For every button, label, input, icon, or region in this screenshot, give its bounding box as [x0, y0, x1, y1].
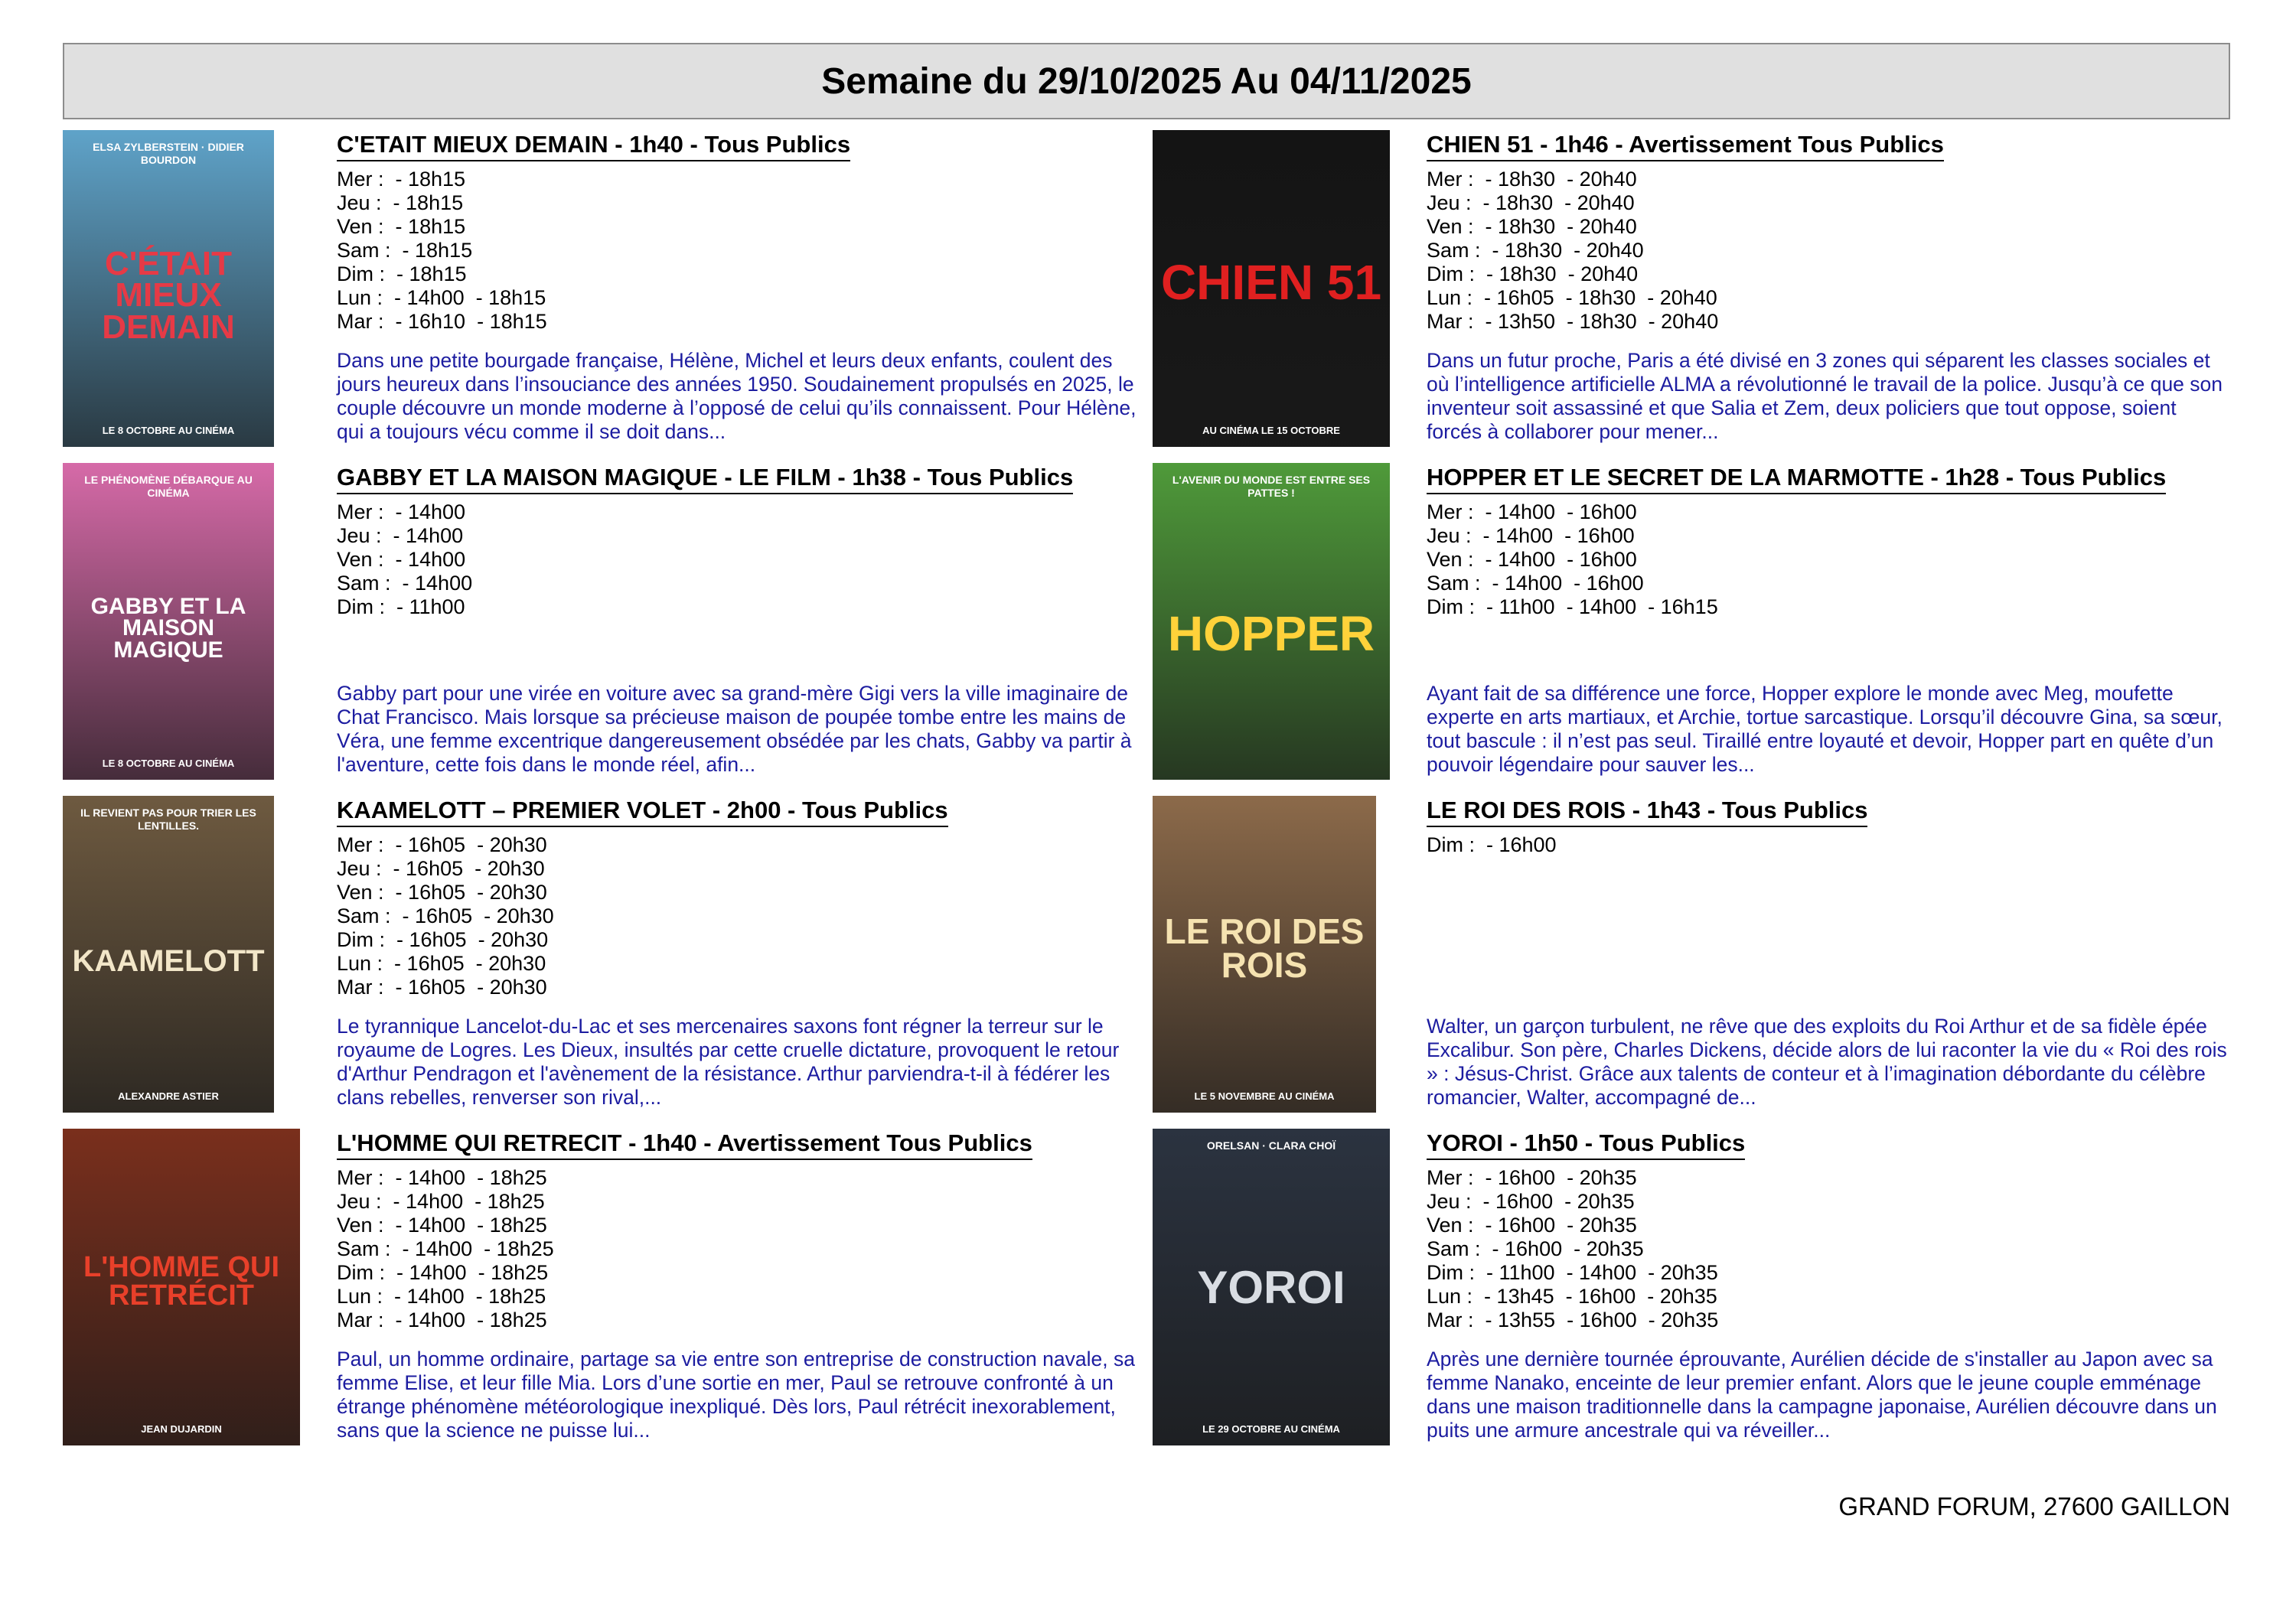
- movie-info: [337, 1129, 1140, 1442]
- poster-bottom-text: ALEXANDRE ASTIER: [118, 1090, 219, 1102]
- showtime-row: Dim : - 11h00: [337, 595, 465, 618]
- movie-info: [337, 463, 1140, 776]
- showtime-row: Dim : - 11h00 - 14h00 - 20h35: [1427, 1261, 1718, 1284]
- showtime-row: Sam : - 18h30 - 20h40: [1427, 239, 1644, 262]
- movie-poster[interactable]: [63, 130, 274, 447]
- movie-synopsis: Walter, un garçon turbulent, ne rêve que des exploits du Roi Arthur et de sa fidèle épée Excalibur. Son père, Charles Dickens, décide alors de lui raconter la vie du « Roi des rois » : Jésus-Christ. Grâce aux talents de conteur et à l’imagination débordante du célèbre romancier, Walter, accompagné de...: [1427, 1015, 2227, 1109]
- movie-synopsis: Paul, un homme ordinaire, partage sa vie entre son entreprise de construction navale, sa femme Elise, et leur fille Mia. Lors d’une sortie en mer, Paul se retrouve confronté à un étrange phénomène météorologique inexpliqué. Dès lors, Paul rétrécit inexorablement, sans que la science ne puisse lui...: [337, 1348, 1135, 1442]
- poster-top-text: LE PHÉNOMÈNE DÉBARQUE AU CINÉMA: [84, 474, 253, 499]
- showtime-row: Jeu : - 18h15: [337, 191, 464, 214]
- poster-title-text: LE ROI DES ROIS: [1164, 911, 1365, 985]
- poster-title-text: C'ÉTAIT MIEUX DEMAIN: [102, 244, 235, 347]
- movie-info: [337, 796, 1140, 1109]
- showtime-row: Dim : - 18h15: [337, 262, 467, 285]
- showtimes-list: [1427, 833, 2230, 857]
- poster-title-text: CHIEN 51: [1160, 255, 1382, 311]
- poster-top-text: ORELSAN · CLARA CHOÏ: [1206, 1139, 1336, 1152]
- movie-synopsis: Après une dernière tournée éprouvante, Aurélien décide de s'installer au Japon avec sa femme Nanako, enceinte de leur premier enfant. Alors que le jeune couple emménage dans une maison traditionnelle dans la campagne japonaise, Aurélien découvre dans un puits une armure ancestrale qui va réveiller...: [1427, 1348, 2217, 1442]
- showtime-row: Dim : - 18h30 - 20h40: [1427, 262, 1639, 285]
- showtime-row: Mer : - 14h00: [337, 500, 466, 523]
- movie-poster[interactable]: [63, 463, 274, 780]
- showtime-row: Mer : - 18h15: [337, 168, 466, 191]
- movie-poster[interactable]: [1153, 1129, 1390, 1445]
- showtime-row: Mer : - 14h00 - 18h25: [337, 1166, 547, 1189]
- showtimes-list: [337, 1166, 1140, 1332]
- poster-title-text: GABBY ET LA MAISON MAGIQUE: [90, 593, 246, 663]
- movie-info: [1427, 796, 2230, 1109]
- movie-synopsis: Dans un futur proche, Paris a été divisé en 3 zones qui séparent les classes sociales et où l’intelligence artificielle ALMA a révolutionné le travail de la police. Jusqu’à ce que son inventeur soit assassiné et que Salia et Zem, deux policiers que tout oppose, soient forcés à collaborer pour mener...: [1427, 349, 2223, 443]
- showtime-row: Sam : - 16h00 - 20h35: [1427, 1237, 1644, 1260]
- showtime-row: Sam : - 14h00 - 16h00: [1427, 572, 1644, 595]
- showtime-row: Mer : - 16h05 - 20h30: [337, 833, 547, 856]
- movie-synopsis: Ayant fait de sa différence une force, Hopper explore le monde avec Meg, moufette experte en arts martiaux, et Archie, tortue sarcastique. Lorsqu’il découvre Gina, sa sœur, tout bascule : il n’est pas seul. Tiraillé entre loyauté et devoir, Hopper part en quête d’un pouvoir légendaire pour sauver les...: [1427, 682, 2223, 776]
- showtimes-list: [337, 833, 1140, 999]
- showtime-row: Jeu : - 16h05 - 20h30: [337, 857, 545, 880]
- movie-card: [1153, 796, 2239, 1117]
- showtime-row: Ven : - 16h05 - 20h30: [337, 881, 547, 904]
- header-bar: [63, 43, 2230, 119]
- movie-title[interactable]: C'ETAIT MIEUX DEMAIN - 1h40 - Tous Publics: [337, 130, 850, 161]
- showtimes-list: [337, 500, 1140, 619]
- movie-poster[interactable]: [63, 1129, 300, 1445]
- movie-title[interactable]: KAAMELOTT – PREMIER VOLET - 2h00 - Tous Publics: [337, 796, 948, 827]
- showtime-row: Mar : - 13h50 - 18h30 - 20h40: [1427, 310, 1719, 333]
- showtime-row: Mer : - 14h00 - 16h00: [1427, 500, 1637, 523]
- showtime-row: Ven : - 18h15: [337, 215, 466, 238]
- showtime-row: Jeu : - 16h00 - 20h35: [1427, 1190, 1635, 1213]
- movie-info: [1427, 1129, 2230, 1442]
- movie-info: [337, 130, 1140, 443]
- movie-card: [63, 1129, 1150, 1450]
- movie-synopsis: Dans une petite bourgade française, Hélène, Michel et leurs deux enfants, coulent des jours heureux dans l’insouciance des années 1950. Soudainement propulsés en 2025, le couple découvre un monde moderne à l’opposé de celui qu’ils connaissent. Pour Hélène, qui a toujours vécu comme il se doit dans...: [337, 349, 1137, 443]
- movie-card: [63, 463, 1150, 784]
- movie-info: [1427, 463, 2230, 776]
- showtime-row: Mar : - 14h00 - 18h25: [337, 1309, 547, 1331]
- showtime-row: Jeu : - 14h00: [337, 524, 464, 547]
- movie-card: [1153, 130, 2239, 451]
- movie-title[interactable]: LE ROI DES ROIS - 1h43 - Tous Publics: [1427, 796, 1867, 827]
- showtime-row: Dim : - 16h05 - 20h30: [337, 928, 549, 951]
- showtime-row: Sam : - 14h00 - 18h25: [337, 1237, 554, 1260]
- showtime-row: Jeu : - 18h30 - 20h40: [1427, 191, 1635, 214]
- showtime-row: Dim : - 11h00 - 14h00 - 16h15: [1427, 595, 1718, 618]
- movie-poster[interactable]: [1153, 796, 1376, 1113]
- poster-title-text: YOROI: [1197, 1262, 1345, 1314]
- showtime-row: Ven : - 14h00 - 18h25: [337, 1214, 547, 1237]
- movie-card: [63, 796, 1150, 1117]
- poster-bottom-text: LE 29 OCTOBRE AU CINÉMA: [1202, 1423, 1340, 1435]
- showtimes-list: [1427, 500, 2230, 619]
- movie-card: [63, 130, 1150, 451]
- showtime-row: Ven : - 14h00: [337, 548, 466, 571]
- poster-bottom-text: AU CINÉMA LE 15 OCTOBRE: [1202, 424, 1340, 436]
- showtimes-list: [1427, 168, 2230, 334]
- showtime-row: Ven : - 18h30 - 20h40: [1427, 215, 1637, 238]
- movie-card: [1153, 1129, 2239, 1450]
- poster-bottom-text: JEAN DUJARDIN: [141, 1423, 222, 1435]
- showtime-row: Lun : - 13h45 - 16h00 - 20h35: [1427, 1285, 1717, 1308]
- showtime-row: Mer : - 16h00 - 20h35: [1427, 1166, 1637, 1189]
- showtime-row: Ven : - 14h00 - 16h00: [1427, 548, 1637, 571]
- poster-bottom-text: LE 8 OCTOBRE AU CINÉMA: [102, 424, 235, 436]
- showtime-row: Dim : - 14h00 - 18h25: [337, 1261, 549, 1284]
- showtime-row: Mer : - 18h30 - 20h40: [1427, 168, 1637, 191]
- showtime-row: Lun : - 14h00 - 18h25: [337, 1285, 546, 1308]
- poster-top-text: L'AVENIR DU MONDE EST ENTRE SES PATTES !: [1172, 474, 1371, 499]
- showtime-row: Sam : - 14h00: [337, 572, 473, 595]
- movie-poster[interactable]: [1153, 463, 1390, 780]
- poster-top-text: IL REVIENT PAS POUR TRIER LES LENTILLES.: [80, 807, 256, 832]
- showtime-row: Ven : - 16h00 - 20h35: [1427, 1214, 1637, 1237]
- showtimes-list: [337, 168, 1140, 334]
- movie-title[interactable]: YOROI - 1h50 - Tous Publics: [1427, 1129, 1745, 1160]
- showtime-row: Sam : - 18h15: [337, 239, 473, 262]
- showtime-row: Lun : - 16h05 - 18h30 - 20h40: [1427, 286, 1717, 309]
- showtime-row: Dim : - 16h00: [1427, 833, 1557, 856]
- showtime-row: Mar : - 16h05 - 20h30: [337, 976, 547, 999]
- showtime-row: Lun : - 16h05 - 20h30: [337, 952, 546, 975]
- movie-synopsis: Le tyrannique Lancelot-du-Lac et ses mercenaires saxons font régner la terreur sur le royaume de Logres. Les Dieux, insultés par cette cruelle dictature, provoquent le retour d'Arthur Pendragon et l'avènement de la résistance. Arthur parviendra-t-il à fédérer les clans rebelles, renverser son rival,...: [337, 1015, 1120, 1109]
- poster-top-text: ELSA ZYLBERSTEIN · DIDIER BOURDON: [93, 141, 244, 166]
- showtime-row: Mar : - 13h55 - 16h00 - 20h35: [1427, 1309, 1719, 1331]
- movie-synopsis: Gabby part pour une virée en voiture avec sa grand-mère Gigi vers la ville imaginaire de Chat Francisco. Mais lorsque sa précieuse maison de poupée tombe entre les mains de Véra, une femme excentrique dangereusement obsédée par les chats, Gabby va partir à l'aventure, cette fois dans le monde réel, afin...: [337, 682, 1132, 776]
- showtime-row: Jeu : - 14h00 - 16h00: [1427, 524, 1635, 547]
- showtime-row: Sam : - 16h05 - 20h30: [337, 904, 554, 927]
- movie-card: [1153, 463, 2239, 784]
- showtimes-list: [1427, 1166, 2230, 1332]
- page-title: Semaine du 29/10/2025 Au 04/11/2025: [821, 60, 1472, 102]
- movie-title[interactable]: GABBY ET LA MAISON MAGIQUE - LE FILM - 1h38 - Tous Publics: [337, 463, 1073, 494]
- movie-title[interactable]: L'HOMME QUI RETRECIT - 1h40 - Avertissement Tous Publics: [337, 1129, 1032, 1160]
- movie-poster[interactable]: [1153, 130, 1390, 447]
- poster-title-text: KAAMELOTT: [72, 944, 265, 979]
- movie-title[interactable]: HOPPER ET LE SECRET DE LA MARMOTTE - 1h28 - Tous Publics: [1427, 463, 2166, 494]
- movie-poster[interactable]: [63, 796, 274, 1113]
- movie-info: [1427, 130, 2230, 443]
- poster-bottom-text: LE 5 NOVEMBRE AU CINÉMA: [1194, 1090, 1335, 1102]
- showtime-row: Jeu : - 14h00 - 18h25: [337, 1190, 545, 1213]
- showtime-row: Lun : - 14h00 - 18h15: [337, 286, 546, 309]
- poster-title-text: HOPPER: [1167, 606, 1375, 662]
- poster-title-text: L'HOMME QUI RETRÉCIT: [83, 1251, 280, 1312]
- cinema-address: GRAND FORUM, 27600 GAILLON: [1838, 1492, 2230, 1520]
- poster-bottom-text: LE 8 OCTOBRE AU CINÉMA: [102, 758, 235, 769]
- showtime-row: Mar : - 16h10 - 18h15: [337, 310, 547, 333]
- movie-title[interactable]: CHIEN 51 - 1h46 - Avertissement Tous Publics: [1427, 130, 1944, 161]
